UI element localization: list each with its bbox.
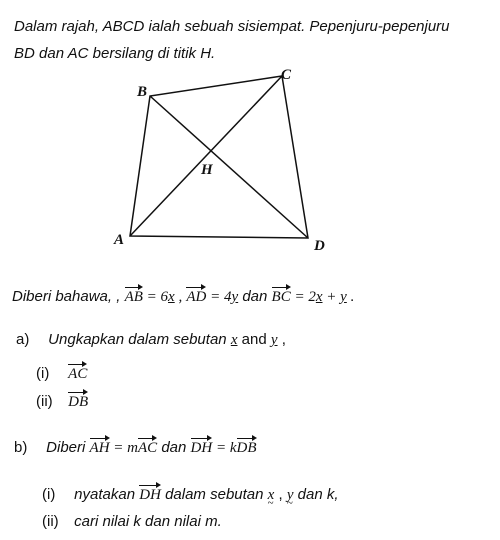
point-h-label: H [201,162,213,178]
vector-y: y [231,289,239,305]
diagonal-bd [150,96,308,238]
question-b-label: b) [14,439,28,456]
question-a-part-i: (i) AC [36,362,87,383]
vector-dh: DH [191,436,213,457]
intro-line-2: BD dan AC bersilang di titik H. [14,45,216,62]
question-b-part-ii: (ii) cari nilai k dan nilai m. [42,513,222,530]
vector-x: x [168,289,175,305]
point-c-label: C [281,67,292,83]
vector-ac: AC [68,362,87,383]
question-b: b) Diberi AH = mAC dan DH = kDB [14,436,257,457]
point-d-label: D [314,238,325,254]
vector-ab: AB [125,285,143,306]
question-a-part-ii: (ii) DB [36,390,88,411]
point-a-label: A [114,232,125,248]
question-b-part-i: (i) nyatakan DH dalam sebutan x ~ , y ~ dan k, [42,483,339,504]
question-a-label: a) [16,331,30,348]
vector-ah: AH [90,436,110,457]
point-b-label: B [137,84,148,100]
vector-bc: BC [272,285,291,306]
vector-ad: AD [186,285,206,306]
intro-line-1: Dalam rajah, ABCD ialah sebuah sisiempat. Pepenjuru-pepenjuru [14,18,450,35]
question-a: a) Ungkapkan dalam sebutan x and y , [16,331,286,348]
diagonal-ac [130,76,282,236]
vector-db: DB [68,390,88,411]
given-statement: Diberi bahawa, , AB = 6x , AD = 4y dan BC = 2x + y . [12,285,354,306]
